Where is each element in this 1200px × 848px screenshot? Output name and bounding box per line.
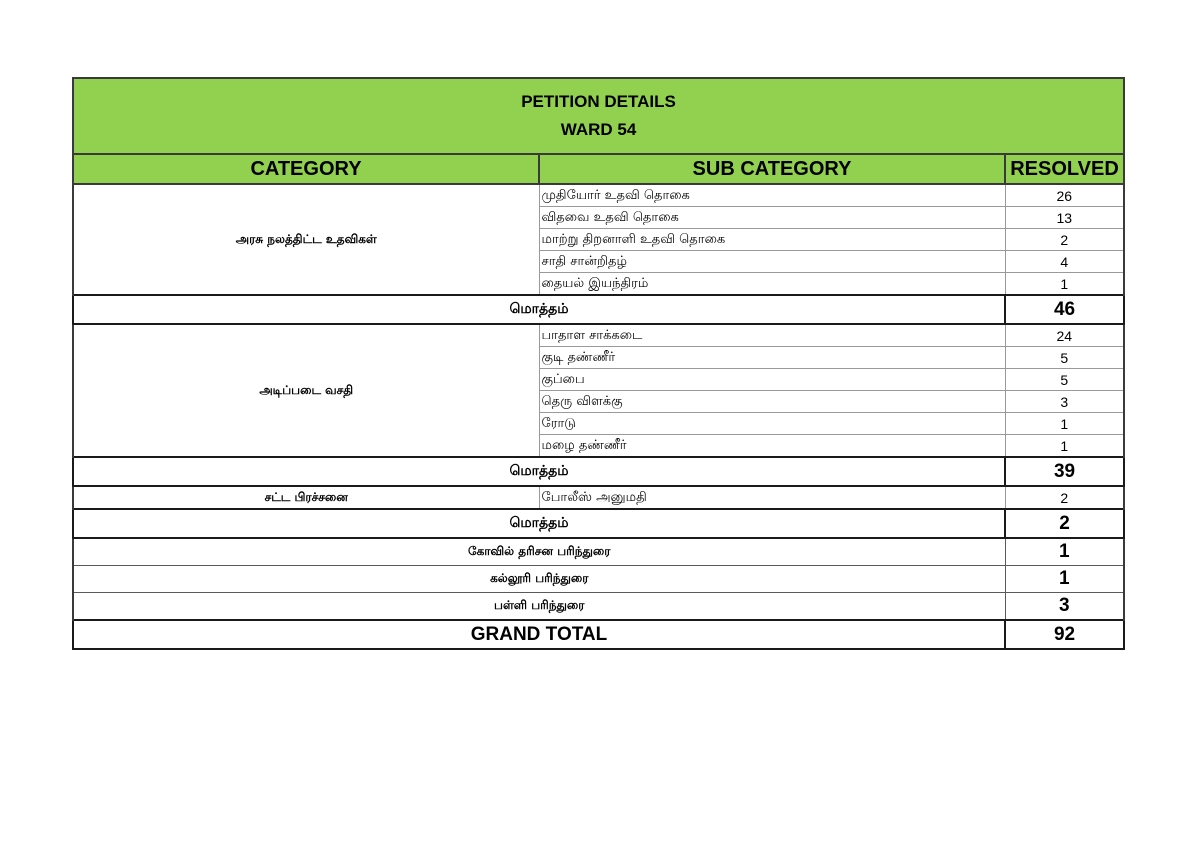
sub-category-cell: சாதி சான்றிதழ் bbox=[539, 251, 1005, 273]
header-resolved: RESOLVED bbox=[1005, 154, 1124, 184]
table-row bbox=[73, 184, 1124, 207]
sub-category-cell: பாதாள சாக்கடை bbox=[539, 324, 1005, 347]
subtotal-row bbox=[73, 457, 1124, 486]
category-cell: அரசு நலத்திட்ட உதவிகள் bbox=[73, 184, 539, 295]
sub-category-cell: குப்பை bbox=[539, 369, 1005, 391]
header-sub-category: SUB CATEGORY bbox=[539, 154, 1005, 184]
category-cell: அடிப்படை வசதி bbox=[73, 324, 539, 457]
subtotal-row bbox=[73, 509, 1124, 538]
subtotal-value: 39 bbox=[1005, 457, 1124, 486]
single-row bbox=[73, 538, 1124, 566]
subtotal-label: மொத்தம் bbox=[73, 457, 1005, 486]
single-row-value: 1 bbox=[1005, 566, 1124, 593]
resolved-cell: 1 bbox=[1005, 413, 1124, 435]
subtotal-label: மொத்தம் bbox=[73, 295, 1005, 324]
single-row-value: 1 bbox=[1005, 538, 1124, 566]
single-row-label: பள்ளி பரிந்துரை bbox=[73, 593, 1005, 621]
resolved-cell: 3 bbox=[1005, 391, 1124, 413]
title-line-1: PETITION DETAILS bbox=[521, 92, 676, 111]
single-row-label: கோவில் தரிசன பரிந்துரை bbox=[73, 538, 1005, 566]
resolved-cell: 2 bbox=[1005, 229, 1124, 251]
header-row bbox=[73, 154, 1124, 184]
title-row bbox=[73, 78, 1124, 154]
sub-category-cell: போலீஸ் அனுமதி bbox=[539, 486, 1005, 509]
table-row bbox=[73, 486, 1124, 509]
resolved-cell: 1 bbox=[1005, 273, 1124, 296]
sub-category-cell: முதியோர் உதவி தொகை bbox=[539, 184, 1005, 207]
single-row bbox=[73, 566, 1124, 593]
header-category: CATEGORY bbox=[73, 154, 539, 184]
grand-total-value: 92 bbox=[1005, 620, 1124, 649]
table-row bbox=[73, 324, 1124, 347]
resolved-cell: 4 bbox=[1005, 251, 1124, 273]
sub-category-cell: ரோடு bbox=[539, 413, 1005, 435]
resolved-cell: 2 bbox=[1005, 486, 1124, 509]
subtotal-value: 2 bbox=[1005, 509, 1124, 538]
resolved-cell: 5 bbox=[1005, 369, 1124, 391]
sub-category-cell: தையல் இயந்திரம் bbox=[539, 273, 1005, 296]
grand-total-row bbox=[73, 620, 1124, 649]
sub-category-cell: தெரு விளக்கு bbox=[539, 391, 1005, 413]
resolved-cell: 26 bbox=[1005, 184, 1124, 207]
sub-category-cell: விதவை உதவி தொகை bbox=[539, 207, 1005, 229]
resolved-cell: 5 bbox=[1005, 347, 1124, 369]
single-row bbox=[73, 593, 1124, 621]
table-title bbox=[73, 78, 1124, 154]
single-row-label: கல்லூரி பரிந்துரை bbox=[73, 566, 1005, 593]
resolved-cell: 13 bbox=[1005, 207, 1124, 229]
subtotal-row bbox=[73, 295, 1124, 324]
resolved-cell: 1 bbox=[1005, 435, 1124, 458]
subtotal-value: 46 bbox=[1005, 295, 1124, 324]
title-line-2: WARD 54 bbox=[560, 120, 637, 139]
petition-details-table bbox=[72, 77, 1125, 650]
category-cell: சட்ட பிரச்சனை bbox=[73, 486, 539, 509]
sub-category-cell: மாற்று திறனாளி உதவி தொகை bbox=[539, 229, 1005, 251]
sub-category-cell: மழை தண்ணீர் bbox=[539, 435, 1005, 458]
resolved-cell: 24 bbox=[1005, 324, 1124, 347]
grand-total-label: GRAND TOTAL bbox=[73, 620, 1005, 649]
subtotal-label: மொத்தம் bbox=[73, 509, 1005, 538]
single-row-value: 3 bbox=[1005, 593, 1124, 621]
sub-category-cell: குடி தண்ணீர் bbox=[539, 347, 1005, 369]
